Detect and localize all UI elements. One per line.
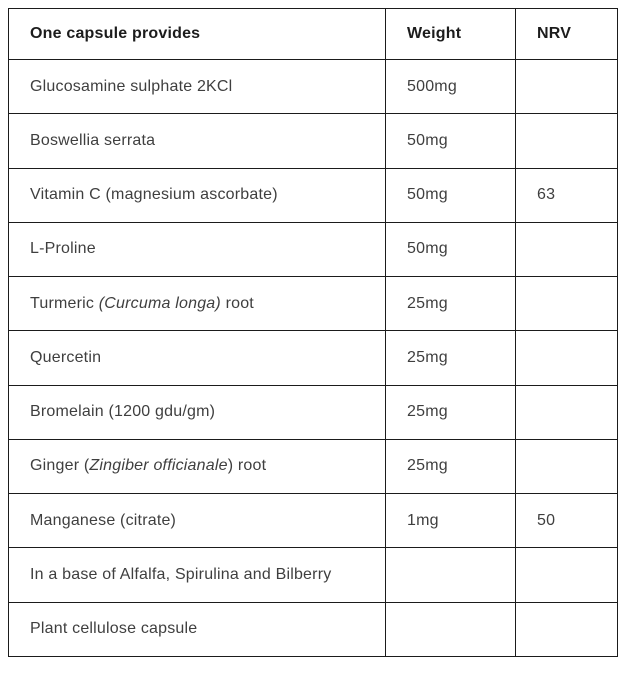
table-row <box>9 602 618 656</box>
ingredient-cell: Bromelain (1200 gdu/gm) <box>9 385 386 439</box>
supplement-facts-table <box>8 8 618 657</box>
nrv-cell <box>516 114 618 168</box>
ingredient-cell: Quercetin <box>9 331 386 385</box>
ingredient-cell: In a base of Alfalfa, Spirulina and Bilberry <box>9 548 386 602</box>
table-row <box>9 548 618 602</box>
ingredient-cell: L-Proline <box>9 222 386 276</box>
table-row <box>9 60 618 114</box>
nrv-cell <box>516 331 618 385</box>
table-header <box>9 9 618 60</box>
table-row <box>9 385 618 439</box>
nrv-cell: 63 <box>516 168 618 222</box>
weight-cell: 500mg <box>386 60 516 114</box>
ingredient-cell: Vitamin C (magnesium ascorbate) <box>9 168 386 222</box>
weight-cell: 25mg <box>386 439 516 493</box>
ingredient-cell: Turmeric (Curcuma longa) root <box>9 277 386 331</box>
nrv-cell: 50 <box>516 494 618 548</box>
ingredient-cell: Boswellia serrata <box>9 114 386 168</box>
nrv-cell <box>516 277 618 331</box>
table-row <box>9 114 618 168</box>
header-weight: Weight <box>386 9 516 60</box>
weight-cell: 25mg <box>386 277 516 331</box>
weight-cell <box>386 602 516 656</box>
table-row <box>9 439 618 493</box>
table-row <box>9 168 618 222</box>
nrv-cell <box>516 602 618 656</box>
nrv-cell <box>516 548 618 602</box>
ingredient-cell: Manganese (citrate) <box>9 494 386 548</box>
header-nrv: NRV <box>516 9 618 60</box>
table-row <box>9 331 618 385</box>
weight-cell <box>386 548 516 602</box>
weight-cell: 50mg <box>386 114 516 168</box>
weight-cell: 50mg <box>386 168 516 222</box>
table-row <box>9 277 618 331</box>
nrv-cell <box>516 60 618 114</box>
nrv-cell <box>516 385 618 439</box>
table-row <box>9 494 618 548</box>
weight-cell: 1mg <box>386 494 516 548</box>
nrv-cell <box>516 222 618 276</box>
ingredient-cell: Ginger (Zingiber officianale) root <box>9 439 386 493</box>
weight-cell: 25mg <box>386 385 516 439</box>
nrv-cell <box>516 439 618 493</box>
ingredient-cell: Plant cellulose capsule <box>9 602 386 656</box>
table-row <box>9 222 618 276</box>
header-row <box>9 9 618 60</box>
header-ingredient: One capsule provides <box>9 9 386 60</box>
weight-cell: 50mg <box>386 222 516 276</box>
weight-cell: 25mg <box>386 331 516 385</box>
table-body <box>9 60 618 657</box>
ingredient-cell: Glucosamine sulphate 2KCl <box>9 60 386 114</box>
